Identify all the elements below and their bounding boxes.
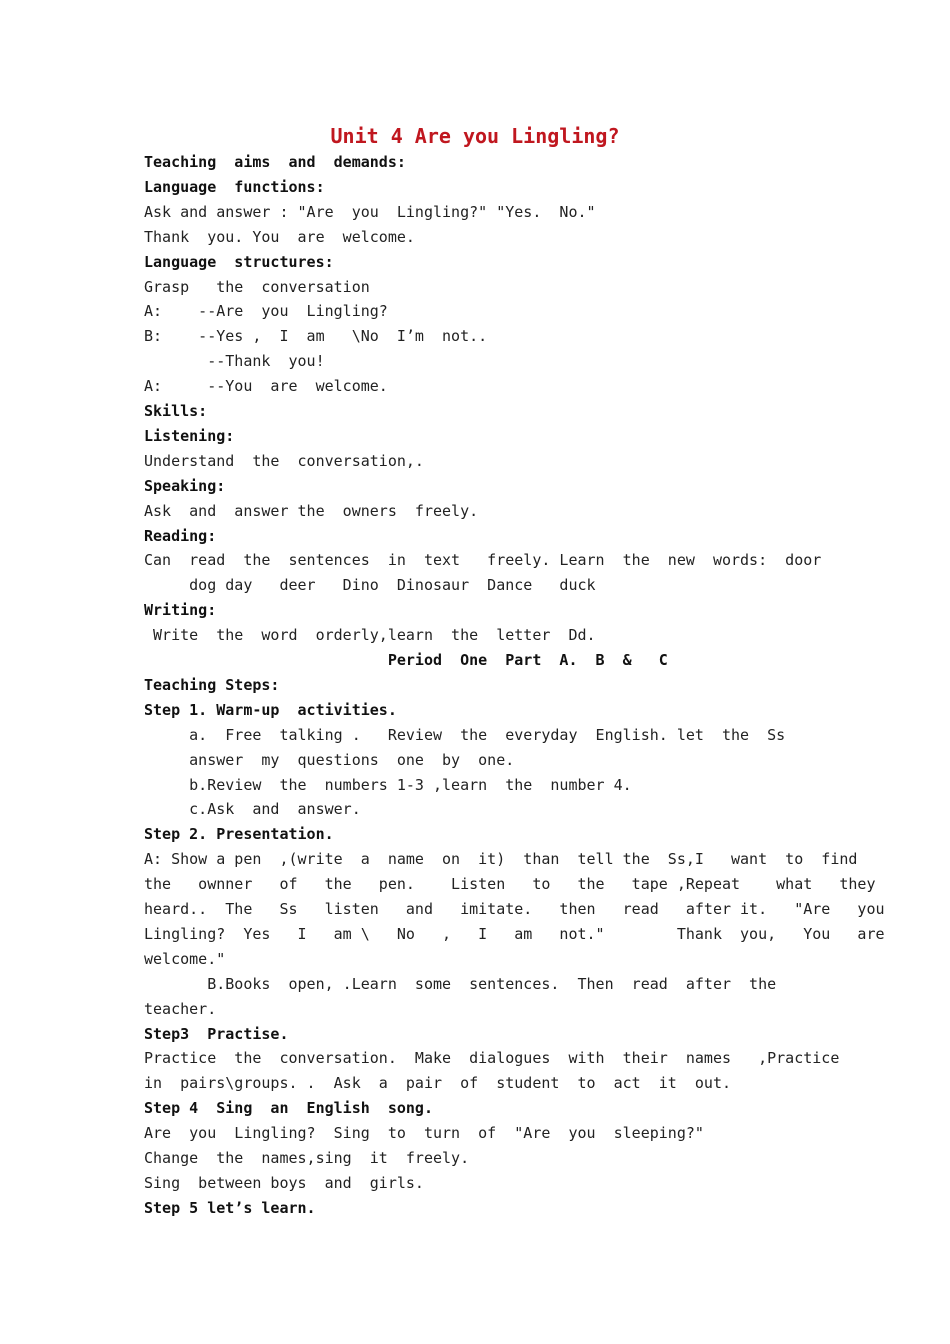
section-heading: Period One Part A. B & C <box>144 651 668 669</box>
text-line: Ask and answer the owners freely. <box>144 501 479 520</box>
text-line: Can read the sentences in text freely. Learn the new words: door <box>144 551 822 570</box>
section-heading: Skills: <box>144 402 208 420</box>
text-line: answer my questions one by one. <box>144 750 515 769</box>
section-heading: Step 1. Warm-up activities. <box>144 700 397 719</box>
section-heading: Reading: <box>144 526 217 545</box>
text-line: B.Books open, .Learn some sentences. Then read after the <box>144 974 777 993</box>
text-line: Practice the conversation. Make dialogues with their names ,Practice <box>144 1049 840 1068</box>
text-line: B: --Yes , I am \No I’m not.. <box>144 327 488 346</box>
section-heading: Step 2. Presentation. <box>144 825 334 844</box>
text-line: a. Free talking . Review the everyday English. let the Ss <box>144 725 786 744</box>
text-line: A: Show a pen ,(write a name on it) than tell the Ss,I want to find <box>144 850 858 869</box>
page-title: Unit 4 Are you Lingling? <box>330 124 620 148</box>
text-line: --Thank you! <box>144 352 325 371</box>
text-line: c.Ask and answer. <box>144 800 361 819</box>
section-heading: Listening: <box>144 426 235 445</box>
text-line: dog day deer Dino Dinosaur Dance duck <box>144 576 596 595</box>
section-heading: Language functions: <box>144 177 325 196</box>
text-line: the ownner of the pen. Listen to the tape ,Repeat what they <box>144 875 876 894</box>
section-heading: Step 5 let’s learn. <box>144 1198 316 1217</box>
text-line: Write the word orderly,learn the letter Dd. <box>144 626 596 645</box>
text-line: in pairs\groups. . Ask a pair of student to act it out. <box>144 1074 731 1093</box>
text-line: Understand the conversation,. <box>144 451 424 470</box>
text-line: teacher. <box>144 999 217 1018</box>
section-heading: Step 4 Sing an English song. <box>144 1099 433 1118</box>
text-line: Lingling? Yes I am \ No , I am not." Thank you, You are <box>144 924 885 943</box>
section-heading: Speaking: <box>144 476 226 495</box>
text-line: Are you Lingling? Sing to turn of "Are you sleeping?" <box>144 1124 704 1143</box>
section-heading: Teaching Steps: <box>144 675 280 694</box>
text-line: Grasp the conversation <box>144 277 370 296</box>
text-line: welcome." <box>144 949 226 968</box>
text-line: Sing between boys and girls. <box>144 1173 424 1192</box>
text-line: heard.. The Ss listen and imitate. then read after it. "Are you <box>144 900 885 918</box>
text-line: Ask and answer : "Are you Lingling?" "Yes. No." <box>144 202 596 221</box>
section-heading: Language structures: <box>144 252 334 271</box>
section-heading: Teaching aims and demands: <box>144 153 406 171</box>
text-line: A: --Are you Lingling? <box>144 302 388 321</box>
section-heading: Step3 Practise. <box>144 1024 289 1043</box>
text-line: Thank you. You are welcome. <box>144 227 415 246</box>
section-heading: Writing: <box>144 601 217 620</box>
text-line: b.Review the numbers 1-3 ,learn the number 4. <box>144 775 632 794</box>
text-line: Change the names,sing it freely. <box>144 1149 470 1167</box>
text-line: A: --You are welcome. <box>144 377 388 396</box>
